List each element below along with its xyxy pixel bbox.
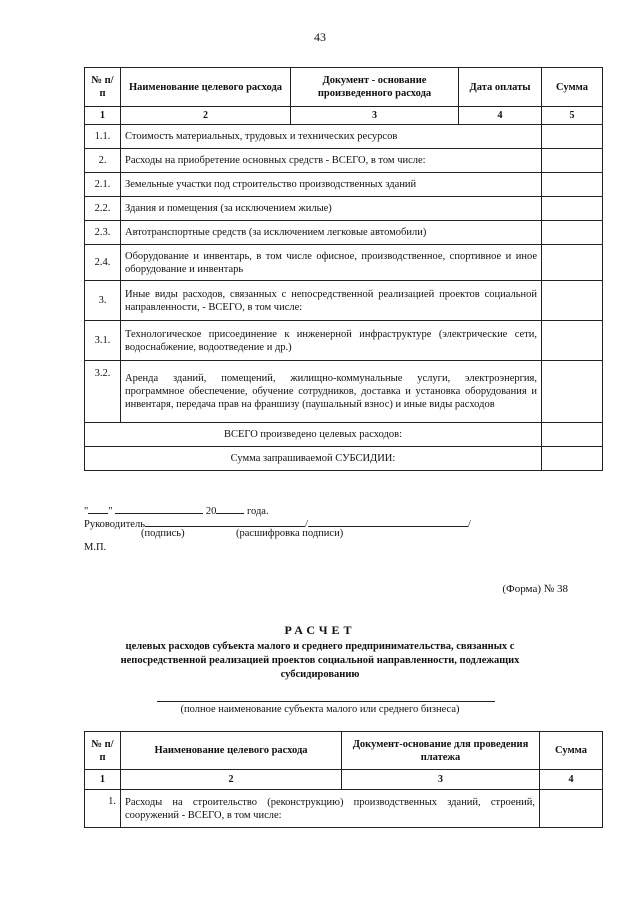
row-description: Земельные участки под строительство производственных зданий	[121, 173, 542, 197]
row-number: 2.	[85, 149, 121, 173]
header-amount: Сумма	[542, 68, 603, 107]
signature-blank	[145, 516, 305, 527]
amount-cell	[542, 361, 603, 423]
row-number: 1.	[85, 790, 121, 828]
amount-cell	[542, 125, 603, 149]
amount-cell	[542, 281, 603, 321]
row-number: 2.2.	[85, 197, 121, 221]
table-row	[85, 221, 603, 245]
table-header-row	[85, 68, 603, 107]
index-cell: 4	[459, 107, 542, 125]
year-suffix: года.	[246, 506, 269, 517]
row-number: 1.1.	[85, 125, 121, 149]
index-row	[85, 107, 603, 125]
month-blank	[115, 503, 203, 514]
amount-cell	[542, 197, 603, 221]
subsidy-label: Сумма запрашиваемой СУБСИДИИ:	[85, 447, 542, 471]
table-row	[85, 790, 603, 828]
header-number: № п/п	[85, 732, 121, 770]
document-subtitle: целевых расходов субъекта малого и среднего предпринимательства, связанных с непосредственной реализацией проектов социальной направленности, подлежащих субсидированию	[120, 641, 520, 680]
row-description: Иные виды расходов, связанных с непосредственной реализацией проектов социальной направленности, - ВСЕГО, в том числе:	[121, 281, 542, 321]
year-prefix: 20	[205, 506, 217, 517]
table-row	[85, 281, 603, 321]
form-number: (Форма) № 38	[502, 583, 568, 595]
row-description: Расходы на строительство (реконструкцию) производственных зданий, строений, сооружений - ВСЕГО, в том числе:	[121, 790, 540, 828]
row-number: 2.3.	[85, 221, 121, 245]
table-header-row	[85, 732, 603, 770]
table-row	[85, 245, 603, 281]
header-document: Документ - основание произведенного расхода	[291, 68, 459, 107]
row-number: 3.1.	[85, 321, 121, 361]
table-row	[85, 321, 603, 361]
row-description: Автотранспортные средств (за исключением легковые автомобили)	[121, 221, 542, 245]
expenses-table	[84, 67, 603, 471]
subsidy-amount-cell	[542, 447, 603, 471]
header-payment-date: Дата оплаты	[459, 68, 542, 107]
year-blank	[216, 503, 244, 514]
row-description: Расходы на приобретение основных средств - ВСЕГО, в том числе:	[121, 149, 542, 173]
header-amount: Сумма	[540, 732, 603, 770]
row-description: Стоимость материальных, трудовых и технических ресурсов	[121, 125, 542, 149]
page-number: 43	[314, 30, 326, 44]
row-description: Оборудование и инвентарь, в том числе офисное, производственное, спортивное и иное оборудование и инвентарь	[121, 245, 542, 281]
date-quote-close: "	[108, 506, 113, 517]
header-document: Документ-основание для проведения платежа	[342, 732, 540, 770]
index-cell: 1	[85, 107, 121, 125]
index-cell: 4	[540, 770, 603, 790]
table-row	[85, 197, 603, 221]
index-cell: 2	[121, 770, 342, 790]
index-cell: 3	[342, 770, 540, 790]
amount-cell	[540, 790, 603, 828]
entity-caption: (полное наименование субъекта малого или среднего бизнеса)	[180, 704, 460, 715]
date-quote-open: "	[84, 506, 89, 517]
amount-cell	[542, 245, 603, 281]
amount-cell	[542, 321, 603, 361]
total-label: ВСЕГО произведено целевых расходов:	[85, 423, 542, 447]
sign-caption: (подпись)	[141, 528, 185, 539]
document-title: РАСЧЕТ	[284, 623, 356, 637]
date-line	[84, 503, 269, 517]
row-number: 2.1.	[85, 173, 121, 197]
amount-cell	[542, 173, 603, 197]
total-amount-cell	[542, 423, 603, 447]
row-description: Технологическое присоединение к инженерной инфраструктуре (электрические сети, водоснабжение, водоотведение и др.)	[121, 321, 542, 361]
table-row	[85, 361, 603, 423]
expenses-calculation-table	[84, 731, 603, 828]
decode-blank	[308, 516, 468, 527]
head-label: Руководитель	[84, 519, 145, 530]
subsidy-row	[85, 447, 603, 471]
row-description: Аренда зданий, помещений, жилищно-коммунальные услуги, электроэнергия, программное обеспечение, обучение сотрудников, доставка и установка оборудования и инвентаря, передача прав на франшизу (паушальный взнос) и иные виды расходов	[121, 361, 542, 423]
index-cell: 5	[542, 107, 603, 125]
index-row	[85, 770, 603, 790]
slash: /	[467, 519, 471, 530]
table-row	[85, 173, 603, 197]
amount-cell	[542, 149, 603, 173]
stamp-label: М.П.	[84, 542, 107, 553]
row-description: Здания и помещения (за исключением жилые)	[121, 197, 542, 221]
table-row	[85, 125, 603, 149]
index-cell: 1	[85, 770, 121, 790]
decode-caption: (расшифровка подписи)	[236, 528, 344, 539]
amount-cell	[542, 221, 603, 245]
slash: /	[304, 519, 308, 530]
header-expense-name: Наименование целевого расхода	[121, 732, 342, 770]
table-row	[85, 149, 603, 173]
row-number: 2.4.	[85, 245, 121, 281]
day-blank	[88, 503, 108, 514]
entity-name-line	[157, 701, 495, 702]
index-cell: 2	[121, 107, 291, 125]
total-row	[85, 423, 603, 447]
header-expense-name: Наименование целевого расхода	[121, 68, 291, 107]
index-cell: 3	[291, 107, 459, 125]
row-number: 3.2.	[85, 361, 121, 423]
header-number: № п/п	[85, 68, 121, 107]
row-number: 3.	[85, 281, 121, 321]
